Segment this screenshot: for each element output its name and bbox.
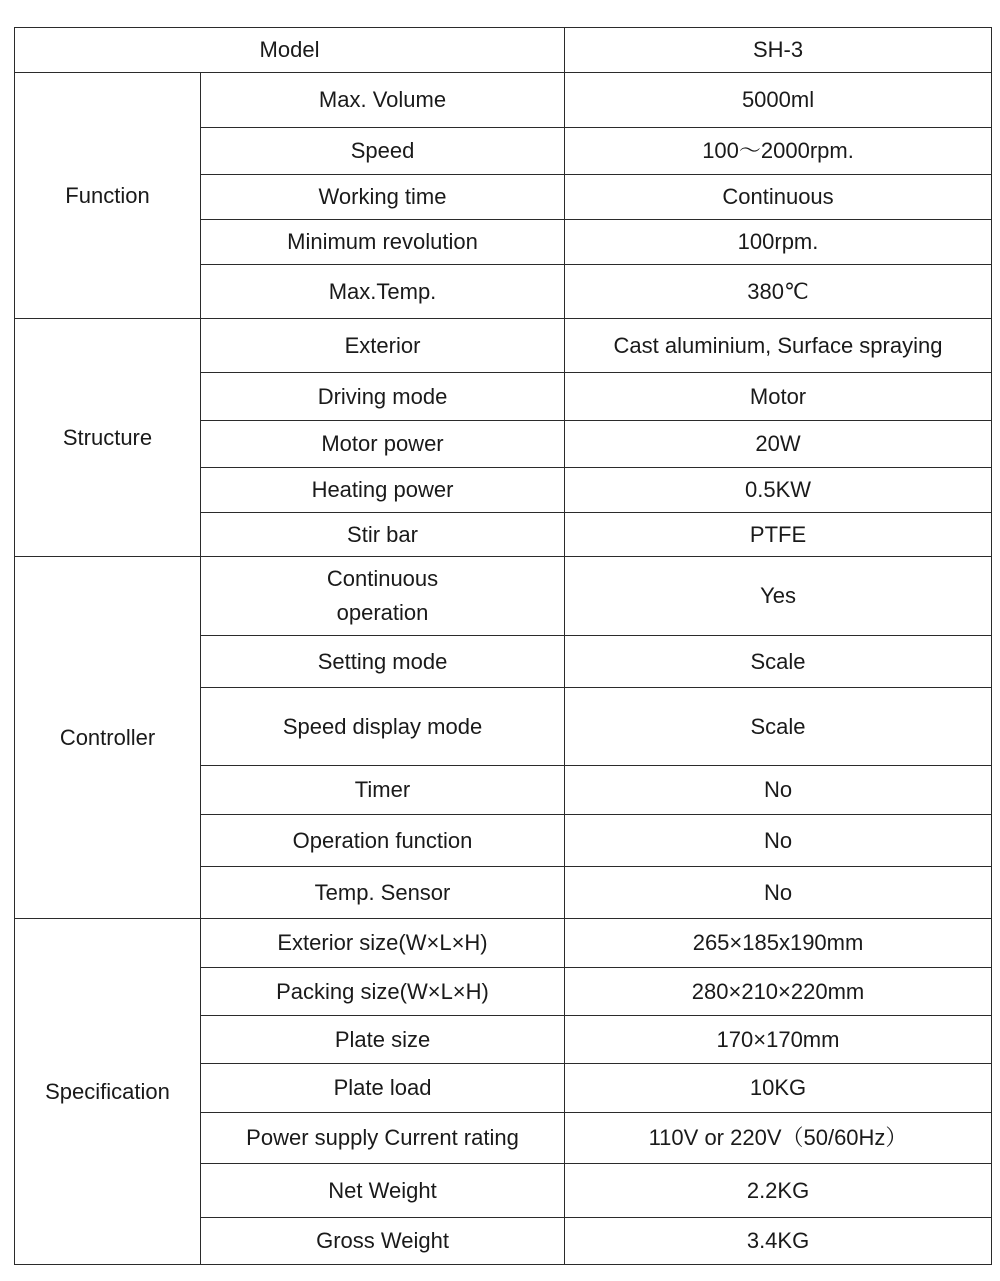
group-label-function: Function <box>15 73 201 319</box>
value-cell: No <box>565 815 992 867</box>
param-cell: Motor power <box>201 421 565 468</box>
value-cell: 5000ml <box>565 73 992 128</box>
value-cell: Scale <box>565 636 992 688</box>
param-cell: Speed display mode <box>201 688 565 766</box>
param-cell: Minimum revolution <box>201 220 565 265</box>
model-label-cell: Model <box>15 28 565 73</box>
param-cell: Stir bar <box>201 513 565 557</box>
value-cell: 265×185x190mm <box>565 919 992 968</box>
group-label-specification: Specification <box>15 919 201 1265</box>
value-cell: Cast aluminium, Surface spraying <box>565 319 992 373</box>
param-cell: Max.Temp. <box>201 265 565 319</box>
group-label-controller: Controller <box>15 557 201 919</box>
param-cell: Temp. Sensor <box>201 867 565 919</box>
param-cell: Net Weight <box>201 1164 565 1218</box>
value-cell: 100rpm. <box>565 220 992 265</box>
value-cell: Scale <box>565 688 992 766</box>
group-label-structure: Structure <box>15 319 201 557</box>
value-cell: 110V or 220V（50/60Hz） <box>565 1113 992 1164</box>
param-cell: Exterior size(W×L×H) <box>201 919 565 968</box>
value-cell: 100～2000rpm. <box>565 128 992 175</box>
param-cell: Gross Weight <box>201 1218 565 1265</box>
value-cell: 380℃ <box>565 265 992 319</box>
value-cell: 2.2KG <box>565 1164 992 1218</box>
param-line: Continuous <box>326 566 439 591</box>
value-cell: Motor <box>565 373 992 421</box>
value-cell: 0.5KW <box>565 468 992 513</box>
value-cell: No <box>565 867 992 919</box>
param-cell: Driving mode <box>201 373 565 421</box>
param-cell: Plate size <box>201 1016 565 1064</box>
param-cell: Packing size(W×L×H) <box>201 968 565 1016</box>
value-cell: Continuous <box>565 175 992 220</box>
value-cell: 280×210×220mm <box>565 968 992 1016</box>
value-cell: Yes <box>565 557 992 636</box>
value-cell: 10KG <box>565 1064 992 1113</box>
value-cell: PTFE <box>565 513 992 557</box>
param-cell: Exterior <box>201 319 565 373</box>
value-cell: 170×170mm <box>565 1016 992 1064</box>
param-line: operation <box>336 600 429 625</box>
param-cell: Operation function <box>201 815 565 867</box>
param-cell: Plate load <box>201 1064 565 1113</box>
param-cell: Power supply Current rating <box>201 1113 565 1164</box>
header-row <box>15 28 992 73</box>
table-row <box>15 557 992 636</box>
value-cell: No <box>565 766 992 815</box>
param-cell: Max. Volume <box>201 73 565 128</box>
param-cell: Speed <box>201 128 565 175</box>
value-cell: 3.4KG <box>565 1218 992 1265</box>
table-row <box>15 319 992 373</box>
table-row <box>15 919 992 968</box>
table-row <box>15 73 992 128</box>
param-cell: Timer <box>201 766 565 815</box>
param-cell: Heating power <box>201 468 565 513</box>
model-value-cell: SH-3 <box>565 28 992 73</box>
param-cell: Setting mode <box>201 636 565 688</box>
param-cell <box>201 557 565 636</box>
spec-table <box>14 27 992 1265</box>
param-cell: Working time <box>201 175 565 220</box>
value-cell: 20W <box>565 421 992 468</box>
